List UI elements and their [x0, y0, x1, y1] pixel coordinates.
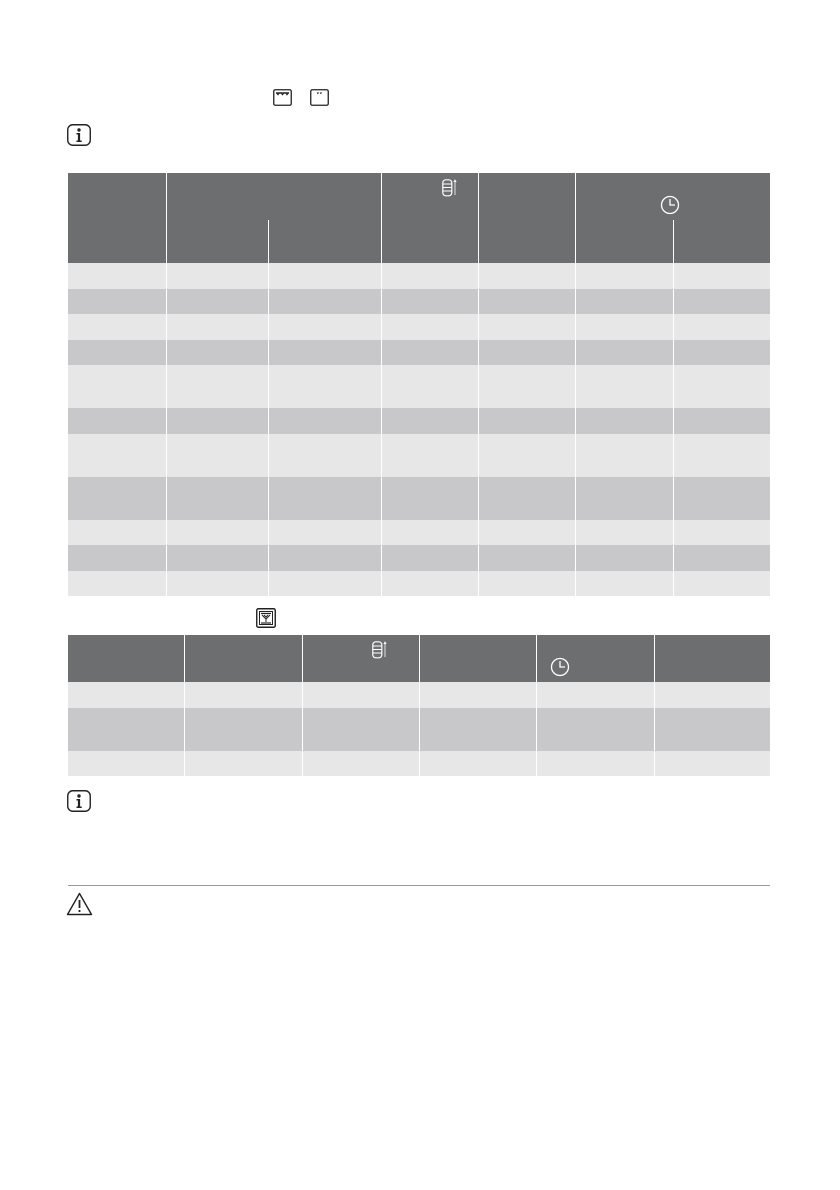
table-row	[68, 289, 770, 315]
table-cell	[184, 708, 302, 751]
table-cell	[268, 289, 381, 315]
table-cell	[68, 545, 166, 571]
table-cell	[166, 477, 268, 520]
table-cell	[268, 571, 381, 597]
table-row	[68, 751, 770, 777]
table-cell	[68, 289, 166, 315]
table-cell	[419, 708, 536, 751]
table-cell	[268, 340, 381, 366]
table-cell	[478, 365, 575, 408]
table-cell	[268, 477, 381, 520]
warning-triangle-icon	[66, 892, 93, 916]
table-cell	[68, 365, 166, 408]
table-cell	[166, 263, 268, 289]
table-cell	[575, 571, 673, 597]
table-cell	[302, 708, 419, 751]
table-cell	[302, 682, 419, 708]
table-cell	[166, 434, 268, 477]
table-cell	[478, 477, 575, 520]
header-cell-shelf	[302, 635, 419, 682]
table-cell	[673, 434, 770, 477]
table-cell	[478, 545, 575, 571]
table-cell	[419, 751, 536, 777]
table-cell	[478, 434, 575, 477]
grill-icon	[256, 608, 276, 628]
top-bottom-heat-icon	[310, 89, 329, 106]
table-cell	[673, 289, 770, 315]
table-cell	[68, 340, 166, 366]
clock-icon	[660, 195, 680, 218]
table-cell	[166, 408, 268, 434]
table-cell	[673, 314, 770, 340]
shelf-position-icon	[442, 179, 458, 200]
table-cell	[673, 263, 770, 289]
table-cell	[478, 314, 575, 340]
table-cell	[166, 571, 268, 597]
table-cell	[268, 263, 381, 289]
header-cell-comments	[654, 635, 770, 682]
table-cell	[478, 520, 575, 546]
header-cell-temperature	[419, 635, 536, 682]
table-cell	[381, 571, 478, 597]
table-cell	[575, 289, 673, 315]
header-cell-quantity	[184, 635, 302, 682]
table-cell	[381, 289, 478, 315]
conventional-cooking-icon	[273, 89, 292, 106]
table-cell	[381, 408, 478, 434]
header-cell-food	[68, 173, 166, 263]
table-cell	[166, 545, 268, 571]
table-cell	[268, 520, 381, 546]
table-cell	[673, 340, 770, 366]
table-cell	[575, 545, 673, 571]
table-cell	[654, 708, 770, 751]
clock-icon	[550, 657, 570, 680]
table-cell	[166, 340, 268, 366]
table-cell	[381, 545, 478, 571]
table-cell	[673, 571, 770, 597]
table-cell	[68, 408, 166, 434]
header-cell-time	[536, 635, 654, 682]
table-cell	[575, 365, 673, 408]
table-cell	[654, 751, 770, 777]
table-cell	[419, 682, 536, 708]
table-row	[68, 365, 770, 408]
table-cell	[673, 365, 770, 408]
table-row	[68, 545, 770, 571]
table-cell	[68, 682, 184, 708]
table-cell	[381, 520, 478, 546]
table-cell	[68, 263, 166, 289]
table-cell	[381, 340, 478, 366]
header-cell-time	[575, 173, 770, 263]
table-cell	[381, 314, 478, 340]
header-cell-shelf	[381, 173, 478, 263]
info-icon	[67, 790, 91, 812]
table-row	[68, 571, 770, 597]
table-cell	[575, 314, 673, 340]
table-row	[68, 340, 770, 366]
table-cell	[575, 340, 673, 366]
table-cell	[268, 314, 381, 340]
table-cell	[166, 520, 268, 546]
header-cell-function	[166, 173, 381, 263]
table-cell	[478, 571, 575, 597]
shelf-position-icon	[372, 641, 388, 662]
table-cell	[68, 477, 166, 520]
table-cell	[166, 365, 268, 408]
table-cell	[673, 408, 770, 434]
table-cell	[673, 520, 770, 546]
table-cell	[302, 751, 419, 777]
table-row	[68, 682, 770, 708]
table-cell	[673, 545, 770, 571]
section-divider	[68, 885, 770, 886]
table-cell	[68, 434, 166, 477]
table-cell	[68, 571, 166, 597]
table-cell	[381, 434, 478, 477]
table-row	[68, 314, 770, 340]
table-cell	[268, 434, 381, 477]
table-cell	[184, 751, 302, 777]
table-cell	[536, 708, 654, 751]
table-cell	[68, 314, 166, 340]
table-cell	[478, 408, 575, 434]
info-icon	[67, 124, 91, 146]
table-row	[68, 263, 770, 289]
table-cell	[268, 365, 381, 408]
table-cell	[166, 314, 268, 340]
table-cell	[381, 365, 478, 408]
table-cell	[68, 751, 184, 777]
header-cell-food	[68, 635, 184, 682]
table-cell	[575, 434, 673, 477]
header-cell-temperature	[478, 173, 575, 263]
table-cell	[381, 263, 478, 289]
table-cell	[268, 545, 381, 571]
table-cell	[268, 408, 381, 434]
table-cell	[575, 477, 673, 520]
table-row	[68, 477, 770, 520]
table-row	[68, 408, 770, 434]
cooking-table-grill	[68, 635, 770, 776]
table-cell	[478, 263, 575, 289]
table-cell	[536, 751, 654, 777]
table-row	[68, 708, 770, 751]
table-cell	[478, 289, 575, 315]
table-cell	[536, 682, 654, 708]
table-cell	[68, 520, 166, 546]
table-cell	[575, 408, 673, 434]
table-cell	[654, 682, 770, 708]
table-cell	[673, 477, 770, 520]
table-row	[68, 434, 770, 477]
table-cell	[68, 708, 184, 751]
table-cell	[575, 263, 673, 289]
table-cell	[166, 289, 268, 315]
table-header-row	[68, 635, 770, 682]
cooking-table-conventional	[68, 173, 770, 596]
table-header-row	[68, 173, 770, 263]
table-cell	[478, 340, 575, 366]
table-cell	[575, 520, 673, 546]
table-cell	[381, 477, 478, 520]
table-cell	[184, 682, 302, 708]
table-row	[68, 520, 770, 546]
